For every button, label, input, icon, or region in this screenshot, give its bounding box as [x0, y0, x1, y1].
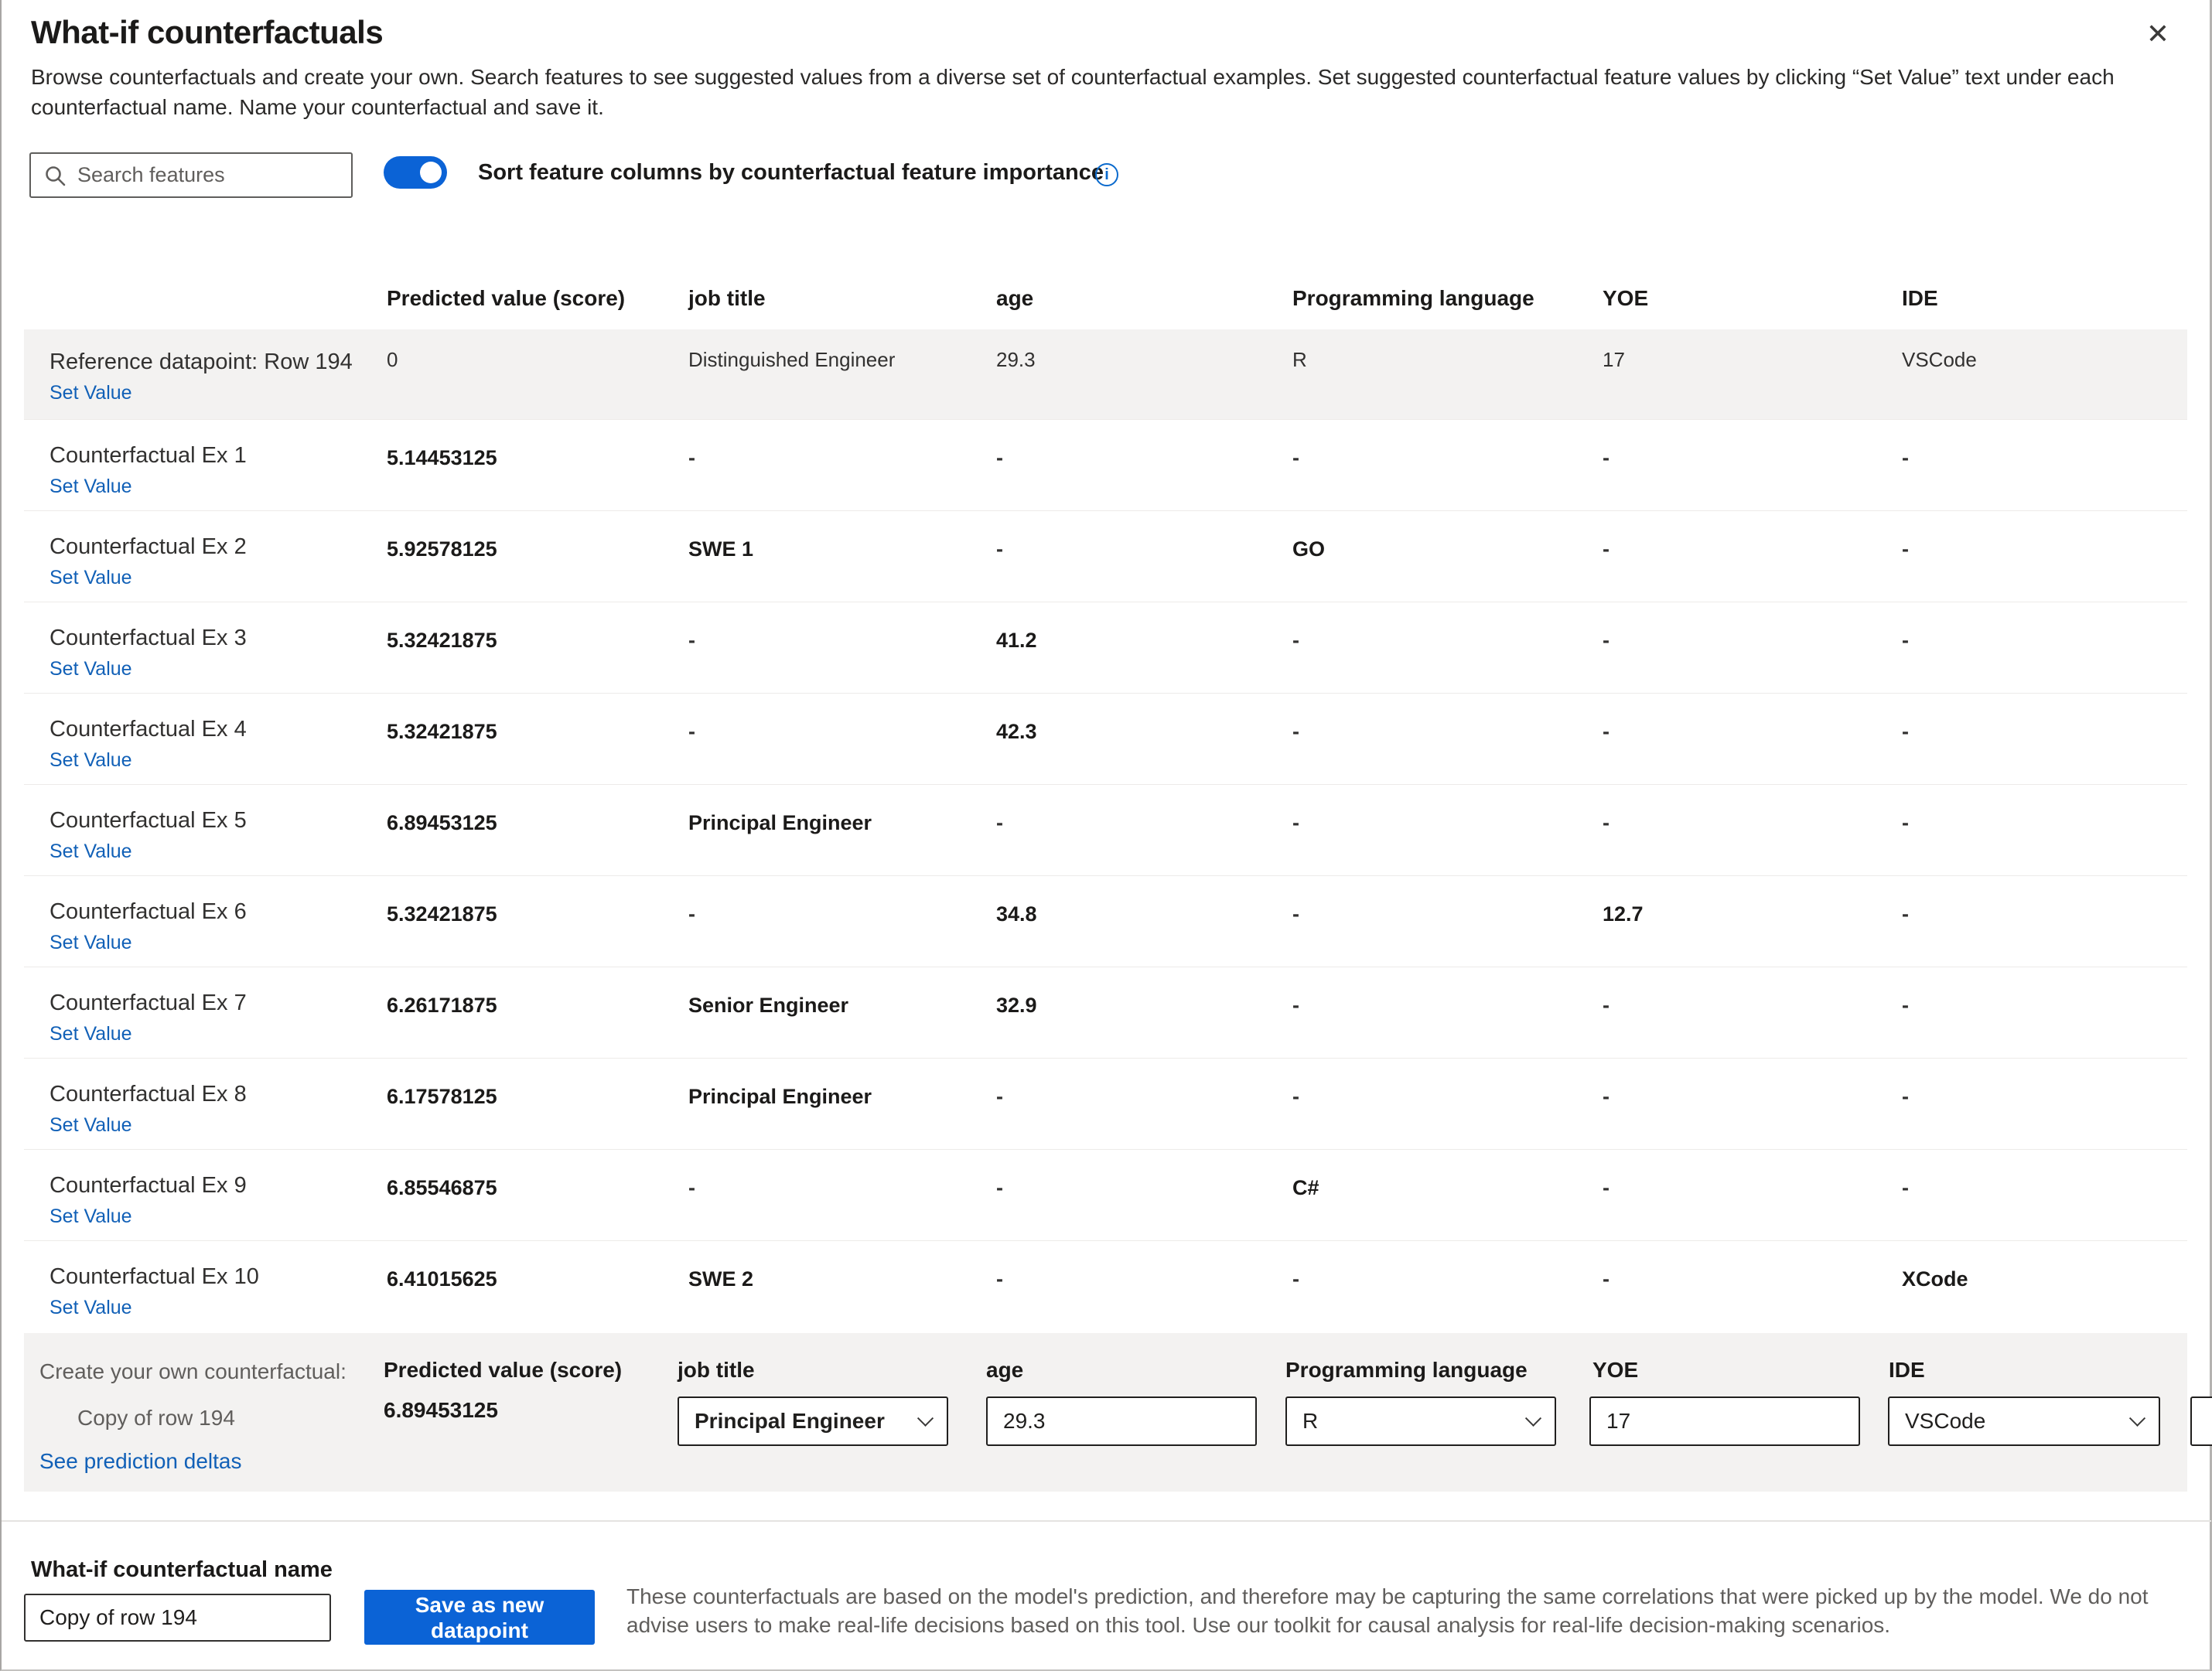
chevron-down-icon	[2129, 1410, 2145, 1426]
table-cell: 42.3	[996, 720, 1037, 743]
sort-toggle[interactable]	[384, 156, 447, 189]
table-cell: -	[688, 720, 695, 743]
table-cell: 29.3	[996, 348, 1036, 371]
table-cell: -	[1902, 811, 1909, 834]
table-cell: -	[1292, 1085, 1299, 1108]
save-as-new-datapoint-button[interactable]: Save as new datapoint	[364, 1590, 595, 1645]
set-value-link[interactable]: Set Value	[49, 749, 132, 771]
see-prediction-deltas-link[interactable]: See prediction deltas	[39, 1449, 242, 1473]
row-label-cell	[24, 876, 387, 967]
table-cell: -	[1902, 446, 1909, 469]
sort-toggle-label: Sort feature columns by counterfactual feature importance	[478, 160, 1104, 185]
row-label: Counterfactual Ex 8	[49, 1082, 247, 1107]
ide-value: VSCode	[1905, 1409, 1986, 1433]
table-cell: -	[1292, 446, 1299, 469]
row-label: Counterfactual Ex 3	[49, 626, 247, 650]
table-cell: -	[996, 811, 1003, 834]
table-cell: R	[1292, 348, 1307, 371]
row-label-cell	[24, 1241, 387, 1332]
table-cell: -	[996, 446, 1003, 469]
column-header: Predicted value (score)	[387, 286, 626, 310]
row-label: Counterfactual Ex 9	[49, 1173, 247, 1198]
table-cell: -	[1603, 629, 1610, 652]
set-value-link[interactable]: Set Value	[49, 932, 132, 953]
set-value-link[interactable]: Set Value	[49, 1297, 132, 1318]
table-row	[24, 784, 2187, 875]
table-cell: -	[688, 629, 695, 652]
table-header-row	[24, 263, 2187, 329]
table-cell: SWE 2	[688, 1267, 754, 1291]
table-cell: -	[1603, 720, 1610, 743]
table-cell: 5.92578125	[387, 537, 497, 561]
counterfactual-name-input[interactable]	[39, 1605, 316, 1630]
set-value-link[interactable]: Set Value	[49, 1023, 132, 1045]
table-row	[24, 602, 2187, 693]
row-label-cell	[24, 967, 387, 1058]
row-label-cell	[24, 602, 387, 693]
counterfactual-name-label: What-if counterfactual name	[31, 1557, 333, 1582]
row-label-cell	[24, 1150, 387, 1240]
table-cell: GO	[1292, 537, 1326, 561]
table-cell: 32.9	[996, 994, 1037, 1017]
table-row	[24, 1149, 2187, 1240]
column-header: job title	[688, 286, 766, 310]
create-counterfactual-section	[24, 1333, 2187, 1492]
row-label-cell	[24, 1059, 387, 1149]
language-value: R	[1302, 1409, 1319, 1433]
table-cell: 5.32421875	[387, 629, 497, 652]
row-label: Counterfactual Ex 5	[49, 808, 247, 833]
set-value-link[interactable]: Set Value	[49, 1114, 132, 1136]
yoe-field[interactable]	[1589, 1396, 1860, 1446]
table-cell: 12.7	[1603, 902, 1644, 926]
table-cell: -	[1292, 629, 1299, 652]
set-value-link[interactable]: Set Value	[49, 658, 132, 680]
age-field[interactable]	[986, 1396, 1257, 1446]
row-label-cell	[24, 511, 387, 602]
table-cell: -	[1902, 1085, 1909, 1108]
language-dropdown[interactable]	[1285, 1396, 1556, 1446]
table-cell: 6.17578125	[387, 1085, 497, 1108]
table-cell: -	[1292, 811, 1299, 834]
table-row	[24, 967, 2187, 1058]
table-cell: -	[996, 1085, 1003, 1108]
table-cell: XCode	[1902, 1267, 1968, 1291]
column-header: YOE	[1603, 286, 1649, 310]
table-cell: -	[1292, 994, 1299, 1017]
set-value-link[interactable]: Set Value	[49, 841, 132, 862]
create-section-label: Create your own counterfactual:	[39, 1359, 346, 1383]
info-icon[interactable]: i	[1095, 163, 1118, 186]
column-header-language: Programming language	[1285, 1358, 1528, 1382]
row-label: Counterfactual Ex 10	[49, 1264, 259, 1289]
set-value-link[interactable]: Set Value	[49, 476, 132, 497]
table-cell: Distinguished Engineer	[688, 348, 896, 371]
table-cell: -	[1292, 902, 1299, 926]
close-icon[interactable]: ✕	[2145, 18, 2170, 49]
table-cell: -	[1902, 902, 1909, 926]
counterfactual-name-field[interactable]	[24, 1594, 331, 1642]
create-row-name: Copy of row 194	[77, 1406, 235, 1430]
table-cell: -	[996, 1176, 1003, 1199]
table-cell: 41.2	[996, 629, 1037, 652]
chevron-down-icon	[917, 1410, 934, 1426]
create-predicted-value: 6.89453125	[384, 1398, 498, 1422]
table-row	[24, 1058, 2187, 1149]
table-cell: 6.26171875	[387, 994, 497, 1017]
yoe-input[interactable]	[1606, 1409, 1843, 1434]
search-box[interactable]	[29, 152, 353, 198]
column-header: age	[996, 286, 1034, 310]
table-cell: -	[1603, 1267, 1610, 1291]
column-header-job-title: job title	[678, 1358, 755, 1382]
set-value-link[interactable]: Set Value	[49, 382, 132, 404]
table-cell: -	[1292, 720, 1299, 743]
row-label: Counterfactual Ex 4	[49, 717, 247, 742]
table-cell: -	[1292, 1267, 1299, 1291]
disclaimer-text: These counterfactuals are based on the model's prediction, and therefore may be capturing the same correlations that were picked up by the model. We do not advise users to make real-life decisions based on this tool. Use our toolkit for causal analysis for real-life decision-making scenarios.	[626, 1584, 2149, 1637]
toggle-knob	[420, 162, 442, 183]
age-input[interactable]	[1003, 1409, 1240, 1434]
row-label: Counterfactual Ex 2	[49, 534, 247, 559]
table-cell: -	[1603, 811, 1610, 834]
table-cell: -	[1603, 1085, 1610, 1108]
table-cell: -	[688, 1176, 695, 1199]
set-value-link[interactable]: Set Value	[49, 1206, 132, 1227]
column-header: Programming language	[1292, 286, 1534, 310]
column-header-ide: IDE	[1889, 1358, 1925, 1382]
table-row	[24, 875, 2187, 967]
job-title-dropdown[interactable]	[678, 1396, 948, 1446]
table-cell: Senior Engineer	[688, 994, 849, 1017]
footer-divider	[2, 1520, 2211, 1522]
page-description: Browse counterfactuals and create your own. Search features to see suggested values from a diverse set of counterfactual examples. Set suggested counterfactual feature values by clicking “Set Value” text under each counterfactual name. Name your counterfactual and save it.	[31, 65, 2115, 119]
table-cell: -	[1603, 1176, 1610, 1199]
reference-row	[24, 329, 2187, 419]
table-cell: -	[996, 1267, 1003, 1291]
table-cell: -	[1603, 446, 1610, 469]
counterfactuals-table	[24, 263, 2187, 1332]
row-label-cell	[24, 694, 387, 784]
table-cell: C#	[1292, 1176, 1319, 1199]
table-cell: -	[1902, 994, 1909, 1017]
table-cell: -	[1902, 629, 1909, 652]
counterfactual-rows	[24, 419, 2187, 1332]
job-title-value: Principal Engineer	[695, 1409, 885, 1433]
table-cell: -	[1902, 537, 1909, 561]
row-label-cell	[24, 420, 387, 510]
ide-dropdown[interactable]	[1888, 1396, 2160, 1446]
column-header-empty	[24, 263, 387, 329]
search-icon	[43, 164, 67, 187]
row-label-cell	[24, 329, 387, 419]
table-cell: 6.85546875	[387, 1176, 497, 1199]
row-label: Counterfactual Ex 7	[49, 991, 247, 1015]
table-cell: Principal Engineer	[688, 1085, 872, 1108]
clipped-next-control[interactable]	[2190, 1396, 2212, 1446]
chevron-down-icon	[1525, 1410, 1541, 1426]
row-label: Counterfactual Ex 6	[49, 899, 247, 924]
column-header-age: age	[986, 1358, 1024, 1382]
table-cell: 5.32421875	[387, 902, 497, 926]
table-row	[24, 1240, 2187, 1332]
column-header-yoe: YOE	[1592, 1358, 1639, 1382]
table-cell: SWE 1	[688, 537, 754, 561]
table-cell: -	[1603, 994, 1610, 1017]
table-cell: 34.8	[996, 902, 1037, 926]
table-row	[24, 419, 2187, 510]
table-row	[24, 693, 2187, 784]
row-label: Reference datapoint: Row 194	[49, 350, 353, 374]
column-header: IDE	[1902, 286, 1938, 310]
table-cell: -	[688, 902, 695, 926]
table-cell: 6.89453125	[387, 811, 497, 834]
row-label: Counterfactual Ex 1	[49, 443, 247, 468]
table-cell: 6.41015625	[387, 1267, 497, 1291]
table-cell: -	[1902, 720, 1909, 743]
table-cell: -	[1603, 537, 1610, 561]
table-cell: -	[996, 537, 1003, 561]
table-cell: -	[688, 446, 695, 469]
table-cell: VSCode	[1902, 348, 1977, 371]
column-header-score: Predicted value (score)	[384, 1358, 623, 1382]
table-cell: 0	[387, 348, 398, 371]
table-cell: 5.14453125	[387, 446, 497, 469]
table-cell: -	[1902, 1176, 1909, 1199]
table-cell: 5.32421875	[387, 720, 497, 743]
page-title: What-if counterfactuals	[31, 14, 384, 50]
table-cell: 17	[1603, 348, 1625, 371]
table-cell: Principal Engineer	[688, 811, 872, 834]
set-value-link[interactable]: Set Value	[49, 567, 132, 588]
table-row	[24, 510, 2187, 602]
search-input[interactable]	[67, 163, 322, 187]
row-label-cell	[24, 785, 387, 875]
